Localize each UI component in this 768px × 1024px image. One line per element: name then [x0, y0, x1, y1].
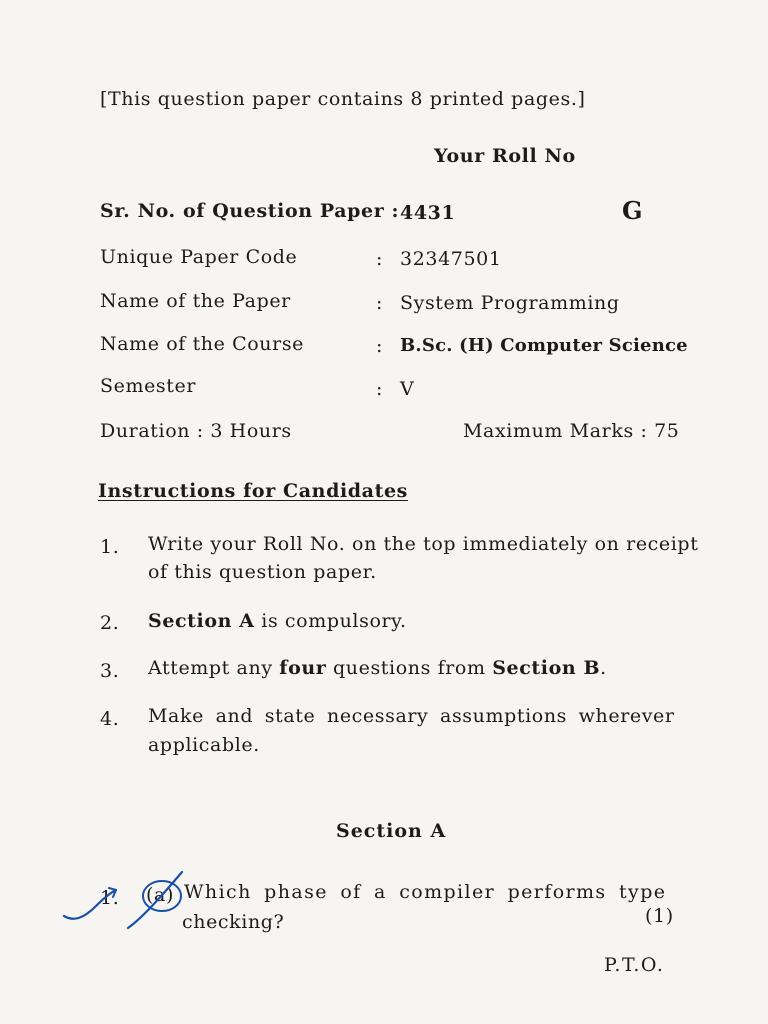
instruction-4-line1: Make and state necessary assumptions wherever	[148, 705, 675, 727]
instruction-1-line2: of this question paper.	[148, 561, 377, 583]
upc-colon: :	[376, 248, 384, 270]
section-a-heading: Section A	[336, 820, 447, 842]
max-marks: Maximum Marks : 75	[463, 420, 680, 442]
instruction-2-bold: Section A	[148, 610, 255, 632]
instruction-3-pre: Attempt any	[148, 657, 280, 679]
instruction-2-num: 2.	[100, 612, 120, 634]
instruction-4-num: 4.	[100, 708, 120, 730]
instruction-4-line2: applicable.	[148, 734, 260, 756]
semester-label: Semester	[100, 375, 197, 397]
question-1-number: 1.	[100, 887, 120, 909]
page-count-note: [This question paper contains 8 printed pages.]	[100, 88, 586, 110]
instruction-3-num: 3.	[100, 660, 120, 682]
upc-value: 32347501	[400, 248, 502, 270]
pto-label: P.T.O.	[604, 954, 665, 976]
instruction-2-rest: is compulsory.	[254, 610, 407, 632]
semester-value: V	[400, 378, 415, 400]
instruction-3-bold2: Section B	[492, 657, 601, 679]
upc-label: Unique Paper Code	[100, 246, 298, 268]
question-1-part: (a)	[146, 884, 174, 906]
sr-no-value: 4431	[400, 202, 456, 224]
instructions-heading: Instructions for Candidates	[98, 480, 408, 502]
instruction-3-text	[148, 657, 607, 679]
course-value: B.Sc. (H) Computer Science	[400, 335, 688, 356]
course-colon: :	[376, 335, 384, 357]
instruction-3-mid: questions from	[326, 657, 493, 679]
instruction-1-num: 1.	[100, 536, 120, 558]
sr-no-label: Sr. No. of Question Paper :	[100, 200, 400, 222]
set-code: G	[622, 196, 643, 225]
instruction-3-bold1: four	[279, 657, 327, 679]
question-1a-line2: checking?	[182, 911, 285, 933]
paper-value: System Programming	[400, 292, 620, 314]
semester-colon: :	[376, 378, 384, 400]
pen-tick-mark	[60, 862, 200, 942]
instruction-2-text	[148, 610, 407, 632]
question-1a-line1: Which phase of a compiler performs type	[184, 881, 667, 903]
course-label: Name of the Course	[100, 333, 305, 355]
duration: Duration : 3 Hours	[100, 420, 292, 442]
instruction-3-post: .	[600, 657, 607, 679]
paper-label: Name of the Paper	[100, 290, 291, 312]
instruction-1-line1: Write your Roll No. on the top immediately on receipt	[148, 533, 699, 555]
roll-no-label: Your Roll No	[434, 145, 576, 167]
paper-colon: :	[376, 292, 384, 314]
question-1a-marks: (1)	[645, 905, 674, 927]
